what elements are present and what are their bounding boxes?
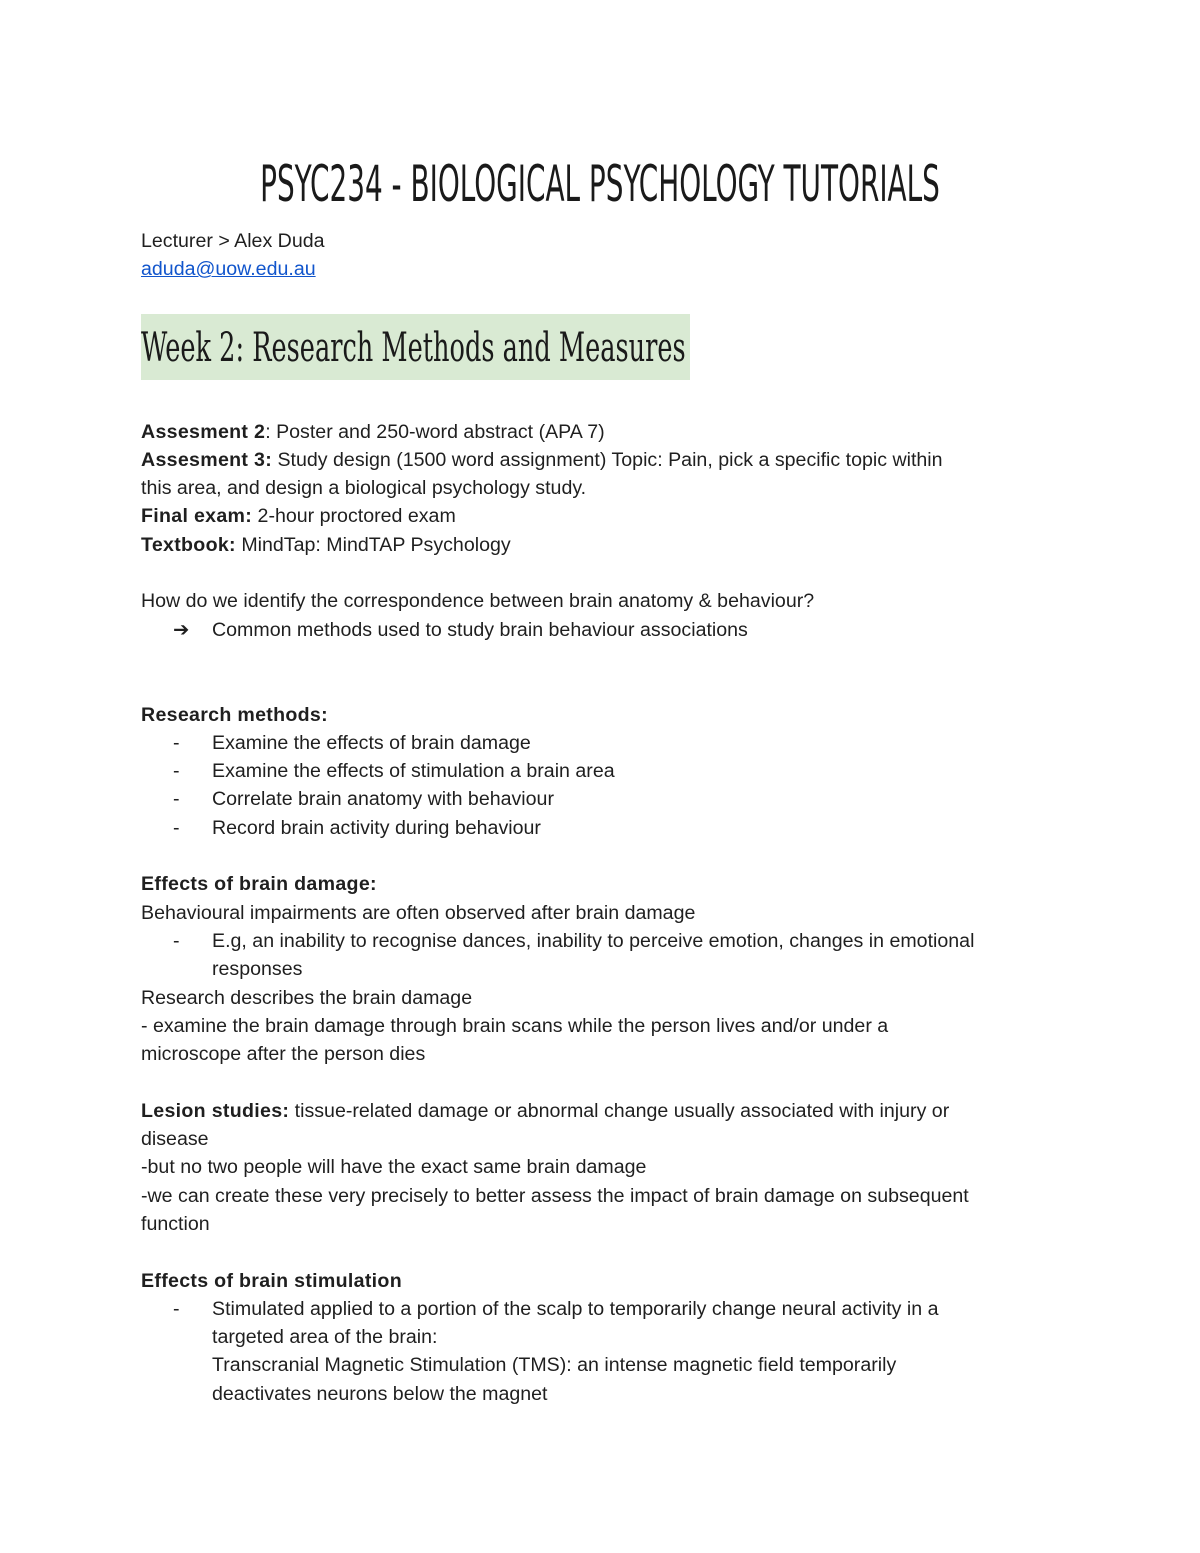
paragraph-line: function (141, 1212, 210, 1235)
assessment-3-line (141, 446, 1071, 474)
list-item (141, 785, 1071, 813)
paragraph-line: microscope after the person dies (141, 1043, 426, 1066)
assessment-2-line (141, 418, 1071, 446)
assessment-2-text: : Poster and 250-word abstract (APA 7) (265, 420, 605, 443)
document-title: PSYC234 - BIOLOGICAL PSYCHOLOGY TUTORIALS (260, 155, 940, 213)
textbook-text: MindTap: MindTAP Psychology (235, 533, 511, 556)
brain-stimulation-heading: Effects of brain stimulation (141, 1269, 402, 1292)
section-heading: Week 2: Research Methods and Measures (141, 324, 686, 371)
list-item (141, 1295, 1071, 1323)
paragraph-line: -we can create these very precisely to better assess the impact of brain damage on subsequent (141, 1184, 969, 1207)
list-item-text: Record brain activity during behaviour (212, 816, 541, 839)
final-exam-label: Final exam: (141, 505, 253, 528)
list-item (141, 757, 1071, 785)
final-exam-text: 2-hour proctored exam (252, 505, 456, 528)
list-item-text: Examine the effects of stimulation a brain area (212, 760, 615, 783)
list-item (141, 729, 1071, 757)
paragraph-line: -but no two people will have the exact same brain damage (141, 1156, 647, 1179)
list-item-continuation: targeted area of the brain: (212, 1326, 438, 1349)
heading-highlight (141, 314, 690, 380)
dash-marker: - (173, 929, 180, 952)
dash-marker: - (173, 760, 180, 783)
list-item-continuation: responses (212, 958, 303, 981)
section-heading-block (141, 314, 1071, 380)
list-item-text: Correlate brain anatomy with behaviour (212, 788, 554, 811)
arrow-item-text: Common methods used to study brain behaviour associations (212, 618, 748, 641)
document-body (141, 227, 1071, 1408)
list-item-text: Stimulated applied to a portion of the scalp to temporarily change neural activity in a (212, 1297, 939, 1320)
research-methods-heading: Research methods: (141, 703, 328, 726)
dash-marker: - (173, 1297, 180, 1320)
arrow-icon: ➔ (173, 618, 190, 641)
dash-marker: - (173, 731, 180, 754)
paragraph-line: Behavioural impairments are often observed after brain damage (141, 901, 696, 924)
lesion-line (141, 1097, 1071, 1125)
assessment-3-line-2: this area, and design a biological psychology study. (141, 477, 587, 500)
list-item-continuation: deactivates neurons below the magnet (212, 1382, 548, 1405)
assessment-3-text: Study design (1500 word assignment) Topic: Pain, pick a specific topic within (272, 448, 943, 471)
textbook-line (141, 531, 1071, 559)
arrow-list-item (141, 616, 1071, 644)
assessment-2-label: Assesment 2 (141, 420, 266, 443)
paragraph-line: disease (141, 1128, 209, 1151)
dash-marker: - (173, 788, 180, 811)
paragraph-line: - examine the brain damage through brain scans while the person lives and/or under a (141, 1014, 889, 1037)
list-item-continuation: Transcranial Magnetic Stimulation (TMS): an intense magnetic field temporarily (212, 1354, 897, 1377)
paragraph-line: Research describes the brain damage (141, 986, 473, 1009)
dash-marker: - (173, 816, 180, 839)
list-item (141, 814, 1071, 842)
final-exam-line (141, 502, 1071, 530)
list-item-text: E.g, an inability to recognise dances, inability to perceive emotion, changes in emotional (212, 929, 975, 952)
brain-damage-heading: Effects of brain damage: (141, 873, 377, 896)
lesion-text: tissue-related damage or abnormal change usually associated with injury or (289, 1099, 950, 1122)
textbook-label: Textbook: (141, 533, 236, 556)
assessment-3-label: Assesment 3: (141, 448, 273, 471)
lesion-label: Lesion studies: (141, 1099, 290, 1122)
list-item (141, 927, 1071, 955)
list-item-text: Examine the effects of brain damage (212, 731, 531, 754)
lecturer-line: Lecturer > Alex Duda (141, 230, 325, 252)
email-link[interactable]: aduda@uow.edu.au (141, 258, 316, 281)
question-line: How do we identify the correspondence between brain anatomy & behaviour? (141, 590, 815, 613)
